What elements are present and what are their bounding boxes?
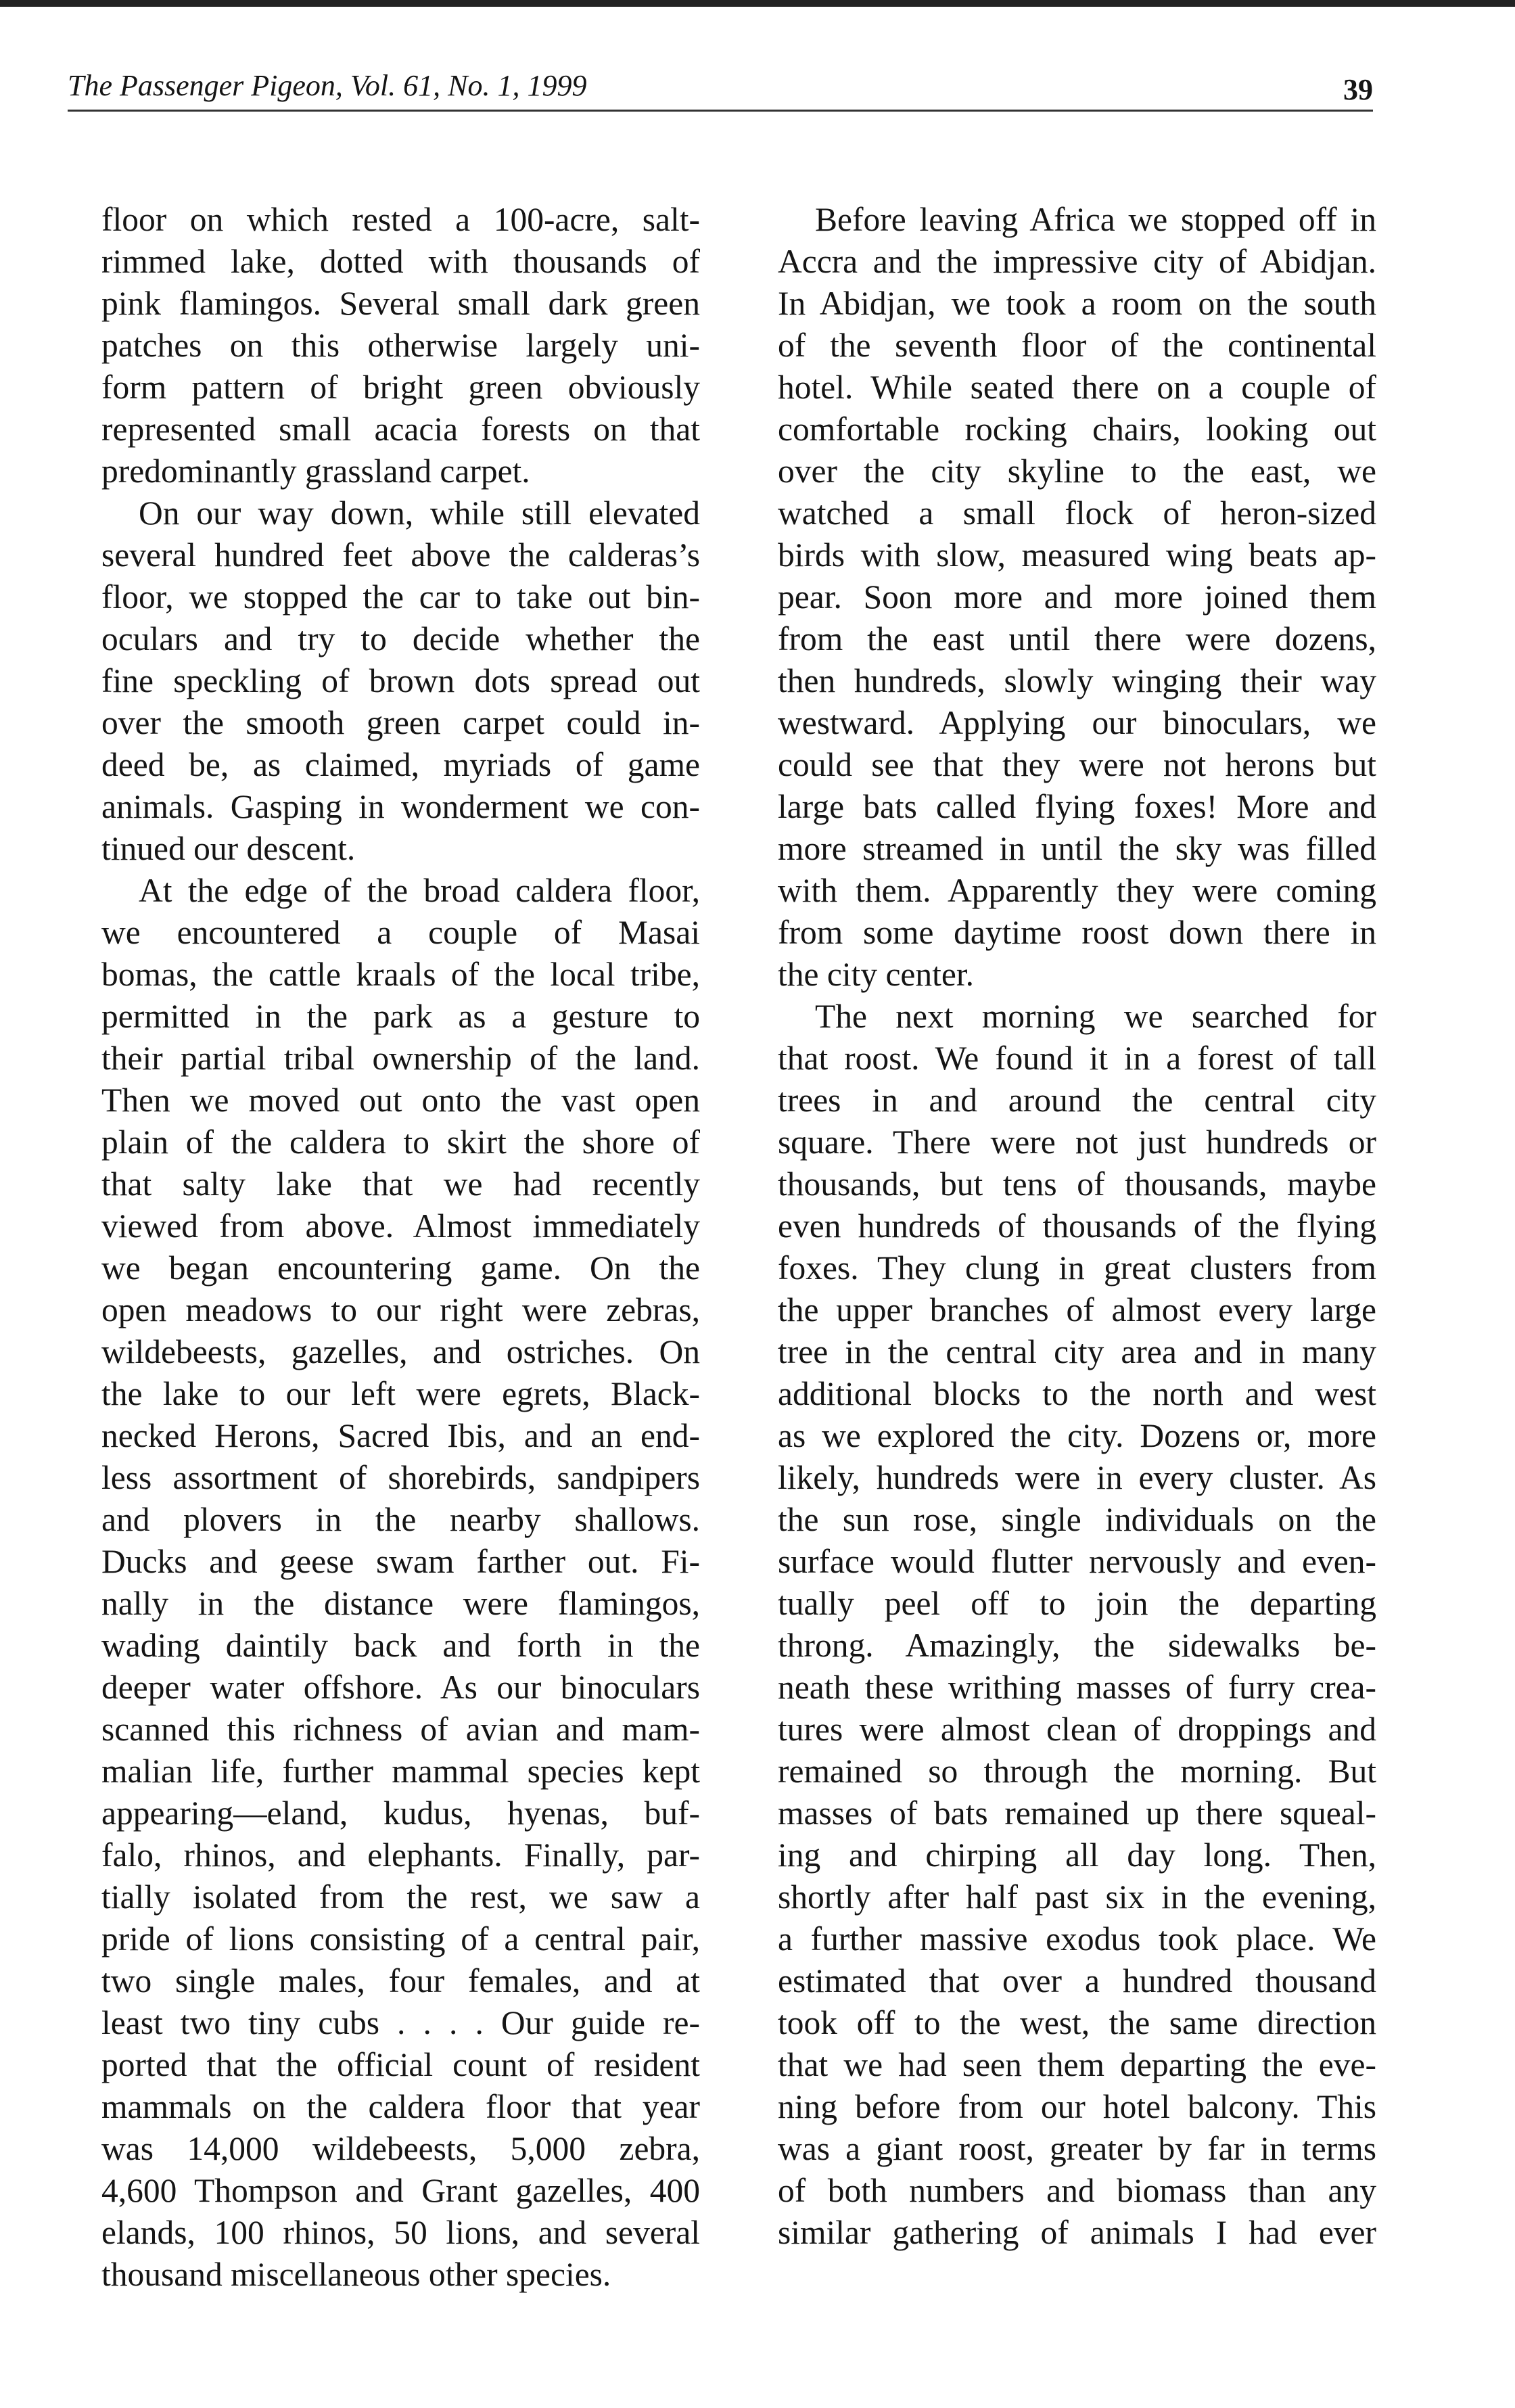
text-line: represented small acacia forests on that — [101, 411, 700, 448]
text-line: thousand miscellaneous other species. — [101, 2256, 611, 2293]
text-line: even hundreds of thousands of the flying — [778, 1207, 1376, 1245]
text-line: malian life, further mammal species kept — [101, 1753, 700, 1790]
text-line: wading daintily back and forth in the — [101, 1627, 700, 1664]
text-line: birds with slow, measured wing beats ap- — [778, 536, 1376, 574]
text-line: elands, 100 rhinos, 50 lions, and several — [101, 2214, 700, 2251]
text-line: the city center. — [778, 956, 974, 993]
text-line: In Abidjan, we took a room on the south — [778, 285, 1376, 322]
running-header — [68, 62, 1373, 112]
text-line: the lake to our left were egrets, Black- — [101, 1375, 700, 1412]
text-line: floor, we stopped the car to take out bin- — [101, 578, 700, 616]
text-line: fine speckling of brown dots spread out — [101, 662, 700, 699]
text-line: appearing—eland, kudus, hyenas, buf- — [101, 1795, 700, 1832]
text-line: permitted in the park as a gesture to — [101, 998, 700, 1035]
text-line: that we had seen them departing the eve- — [778, 2046, 1376, 2083]
text-line: pear. Soon more and more joined them — [778, 578, 1376, 616]
text-line: oculars and try to decide whether the — [101, 620, 700, 657]
text-line: over the smooth green carpet could in- — [101, 704, 700, 741]
text-line: watched a small flock of heron-sized — [778, 494, 1376, 532]
text-line: westward. Applying our binoculars, we — [778, 704, 1376, 741]
text-line: that salty lake that we had recently — [101, 1165, 700, 1203]
text-line: Then we moved out onto the vast open — [101, 1082, 700, 1119]
text-line: ported that the official count of resident — [101, 2046, 700, 2083]
top-border-rule — [0, 0, 1515, 7]
text-line: took off to the west, the same direction — [778, 2004, 1376, 2041]
text-line: over the city skyline to the east, we — [778, 453, 1376, 490]
text-line: tually peel off to join the departing — [778, 1585, 1376, 1622]
text-line: as we explored the city. Dozens or, more — [778, 1417, 1376, 1454]
text-line: The next morning we searched for — [815, 998, 1376, 1035]
text-line: two single males, four females, and at — [101, 1962, 700, 1999]
text-line: scanned this richness of avian and mam- — [101, 1711, 700, 1748]
text-line: viewed from above. Almost immediately — [101, 1207, 700, 1245]
text-line: was a giant roost, greater by far in terms — [778, 2130, 1376, 2167]
text-line: square. There were not just hundreds or — [778, 1124, 1376, 1161]
text-line: of the seventh floor of the continental — [778, 327, 1376, 364]
text-line: more streamed in until the sky was filled — [778, 830, 1376, 867]
text-line: throng. Amazingly, the sidewalks be- — [778, 1627, 1376, 1664]
text-line: hotel. While seated there on a couple of — [778, 369, 1376, 406]
text-line: nally in the distance were flamingos, — [101, 1585, 700, 1622]
text-line: from the east until there were dozens, — [778, 620, 1376, 657]
right-text-column — [778, 199, 1376, 2254]
text-line: was 14,000 wildebeests, 5,000 zebra, — [101, 2130, 700, 2167]
text-line: falo, rhinos, and elephants. Finally, par- — [101, 1836, 700, 1874]
text-line: least two tiny cubs . . . . Our guide re- — [101, 2004, 700, 2041]
text-line: At the edge of the broad caldera floor, — [139, 872, 700, 909]
text-line: large bats called flying foxes! More and — [778, 788, 1376, 825]
text-line: 4,600 Thompson and Grant gazelles, 400 — [101, 2172, 700, 2209]
text-line: animals. Gasping in wonderment we con- — [101, 788, 700, 825]
text-line: patches on this otherwise largely uni- — [101, 327, 700, 364]
text-line: necked Herons, Sacred Ibis, and an end- — [101, 1417, 700, 1454]
text-line: plain of the caldera to skirt the shore of — [101, 1124, 700, 1161]
text-line: remained so through the morning. But — [778, 1753, 1376, 1790]
text-line: comfortable rocking chairs, looking out — [778, 411, 1376, 448]
text-line: Accra and the impressive city of Abidjan. — [778, 243, 1376, 280]
text-line: predominantly grassland carpet. — [101, 453, 530, 490]
text-line: we encountered a couple of Masai — [101, 914, 700, 951]
text-line: then hundreds, slowly winging their way — [778, 662, 1376, 699]
text-line: shortly after half past six in the evening, — [778, 1878, 1376, 1916]
text-line: foxes. They clung in great clusters from — [778, 1249, 1376, 1287]
text-line: pride of lions consisting of a central pair, — [101, 1920, 700, 1958]
text-line: estimated that over a hundred thousand — [778, 1962, 1376, 1999]
text-line: less assortment of shorebirds, sandpipers — [101, 1459, 700, 1496]
text-line: the sun rose, single individuals on the — [778, 1501, 1376, 1538]
text-line: open meadows to our right were zebras, — [101, 1291, 700, 1328]
text-line: additional blocks to the north and west — [778, 1375, 1376, 1412]
text-line: likely, hundreds were in every cluster. As — [778, 1459, 1376, 1496]
text-line: a further massive exodus took place. We — [778, 1920, 1376, 1958]
text-line: could see that they were not herons but — [778, 746, 1376, 783]
text-line: Ducks and geese swam farther out. Fi- — [101, 1543, 700, 1580]
text-line: several hundred feet above the calderas’s — [101, 536, 700, 574]
text-line: neath these writhing masses of furry crea- — [778, 1669, 1376, 1706]
text-line: and plovers in the nearby shallows. — [101, 1501, 700, 1538]
text-line: Before leaving Africa we stopped off in — [815, 201, 1376, 238]
text-line: from some daytime roost down there in — [778, 914, 1376, 951]
text-line: thousands, but tens of thousands, maybe — [778, 1165, 1376, 1203]
text-line: similar gathering of animals I had ever — [778, 2214, 1376, 2251]
text-line: deeper water offshore. As our binoculars — [101, 1669, 700, 1706]
text-line: floor on which rested a 100-acre, salt- — [101, 201, 700, 238]
text-line: their partial tribal ownership of the land. — [101, 1040, 700, 1077]
left-text-column — [101, 199, 700, 2296]
text-line: surface would flutter nervously and even- — [778, 1543, 1376, 1580]
text-line: rimmed lake, dotted with thousands of — [101, 243, 700, 280]
text-line: with them. Apparently they were coming — [778, 872, 1376, 909]
text-line: mammals on the caldera floor that year — [101, 2088, 700, 2125]
text-line: tures were almost clean of droppings and — [778, 1711, 1376, 1748]
text-line: tially isolated from the rest, we saw a — [101, 1878, 700, 1916]
journal-citation: The Passenger Pigeon, Vol. 61, No. 1, 1999 — [68, 69, 587, 102]
text-line: ning before from our hotel balcony. This — [778, 2088, 1376, 2125]
text-line: form pattern of bright green obviously — [101, 369, 700, 406]
text-line: bomas, the cattle kraals of the local tribe, — [101, 956, 700, 993]
page-number: 39 — [1343, 73, 1373, 106]
text-line: tinued our descent. — [101, 830, 356, 867]
text-line: tree in the central city area and in many — [778, 1333, 1376, 1370]
text-line: trees in and around the central city — [778, 1082, 1376, 1119]
text-line: of both numbers and biomass than any — [778, 2172, 1376, 2209]
text-line: ing and chirping all day long. Then, — [778, 1836, 1376, 1874]
text-line: masses of bats remained up there squeal- — [778, 1795, 1376, 1832]
text-line: the upper branches of almost every large — [778, 1291, 1376, 1328]
text-line: pink flamingos. Several small dark green — [101, 285, 700, 322]
text-line: wildebeests, gazelles, and ostriches. On — [101, 1333, 700, 1370]
text-line: we began encountering game. On the — [101, 1249, 700, 1287]
text-line: deed be, as claimed, myriads of game — [101, 746, 700, 783]
text-line: On our way down, while still elevated — [139, 494, 700, 532]
text-line: that roost. We found it in a forest of tall — [778, 1040, 1376, 1077]
